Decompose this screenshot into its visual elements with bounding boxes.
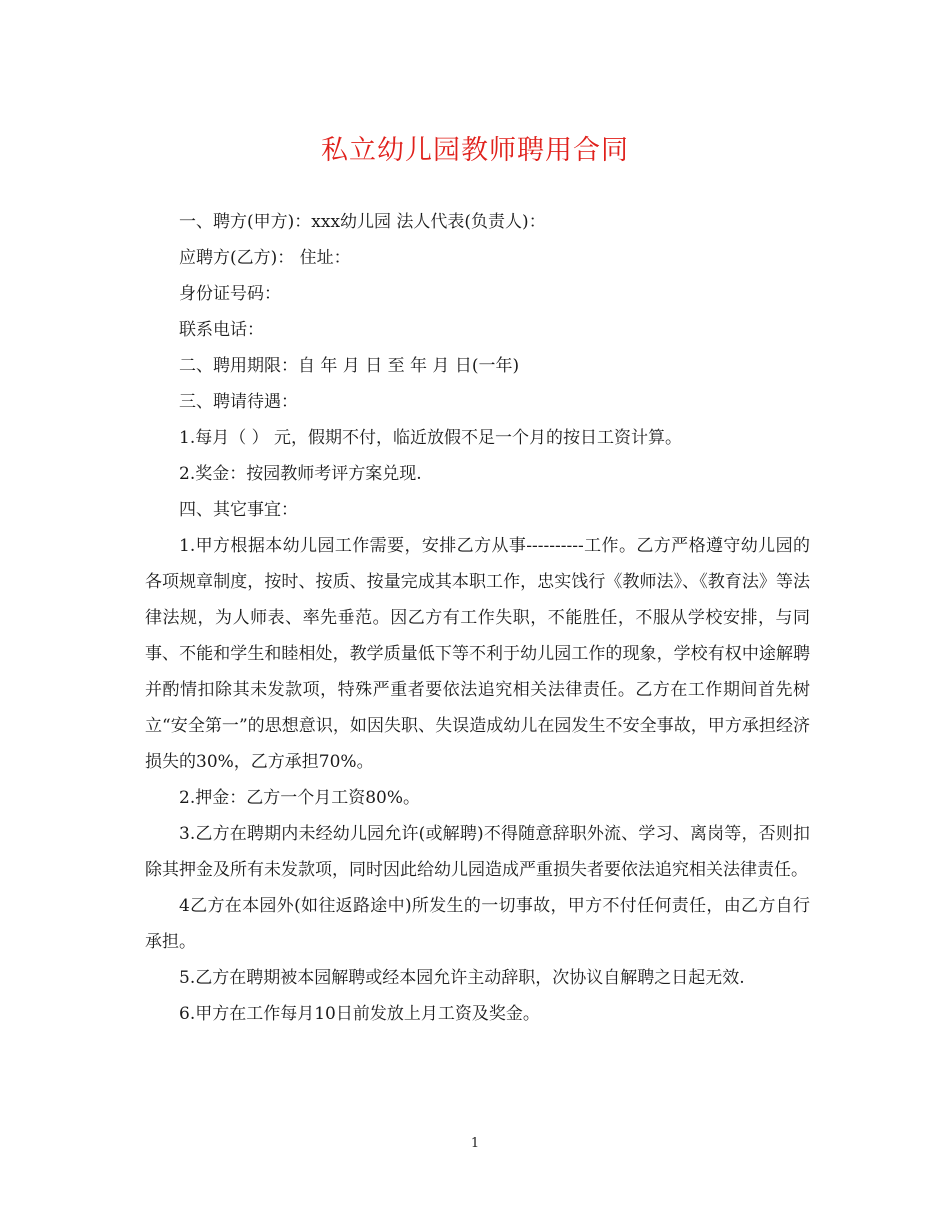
- paragraph-clause-6: 6.甲方在工作每月10日前发放上月工资及奖金。: [179, 1004, 540, 1024]
- paragraph-phone: 联系电话：: [179, 320, 264, 340]
- document-title: 私立幼儿园教师聘用合同: [321, 135, 629, 166]
- paragraph-id-number: 身份证号码：: [179, 284, 281, 304]
- paragraph-clause-3: 3.乙方在聘期内未经幼儿园允许(或解聘)不得随意辞职外流、学习、离岗等，否则扣除其押金及所有未发款项，同时因此给幼儿园造成严重损失者要依法追究相关法律责任。: [145, 824, 810, 880]
- page-number: 1: [470, 1136, 480, 1151]
- paragraph-employee: 应聘方(乙方)： 住址：: [179, 248, 351, 268]
- paragraph-monthly-pay: 1.每月（ ） 元，假期不付，临近放假不足一个月的按日工资计算。: [179, 428, 683, 448]
- paragraph-clause-5: 5.乙方在聘期被本园解聘或经本园允许主动辞职，次协议自解聘之日起无效.: [179, 968, 745, 988]
- paragraph-clause-2: 2.押金：乙方一个月工资80%。: [179, 788, 421, 808]
- paragraph-bonus: 2.奖金：按园教师考评方案兑现.: [179, 464, 422, 484]
- document-body: [145, 204, 810, 1032]
- paragraph-clause-4: 4乙方在本园外(如往返路途中)所发生的一切事故，甲方不付任何责任，由乙方自行承担。: [145, 896, 810, 952]
- paragraph-term: 二、聘用期限：自 年 月 日 至 年 月 日(一年): [179, 356, 520, 376]
- paragraph-clause-1: 1.甲方根据本幼儿园工作需要，安排乙方从事----------工作。乙方严格遵守幼儿园的各项规章制度，按时、按质、按量完成其本职工作，忠实饯行《教师法》、《教育法》等法律法规，为人师表、率先垂范。因乙方有工作失职，不能胜任，不服从学校安排，与同事、不能和学生和睦相处，教学质量低下等不利于幼儿园工作的现象，学校有权中途解聘并酌情扣除其未发款项，特殊严重者要依法追究相关法律责任。乙方在工作期间首先树立“安全第一”的思想意识，如因失职、失误造成幼儿在园发生不安全事故，甲方承担经济损失的30%，乙方承担70%。: [145, 536, 810, 772]
- paragraph-employer: 一、聘方(甲方)：xxx幼儿园 法人代表(负责人)：: [179, 212, 546, 232]
- paragraph-benefits-heading: 三、聘请待遇：: [179, 392, 298, 412]
- paragraph-other-matters-heading: 四、其它事宜：: [179, 500, 298, 520]
